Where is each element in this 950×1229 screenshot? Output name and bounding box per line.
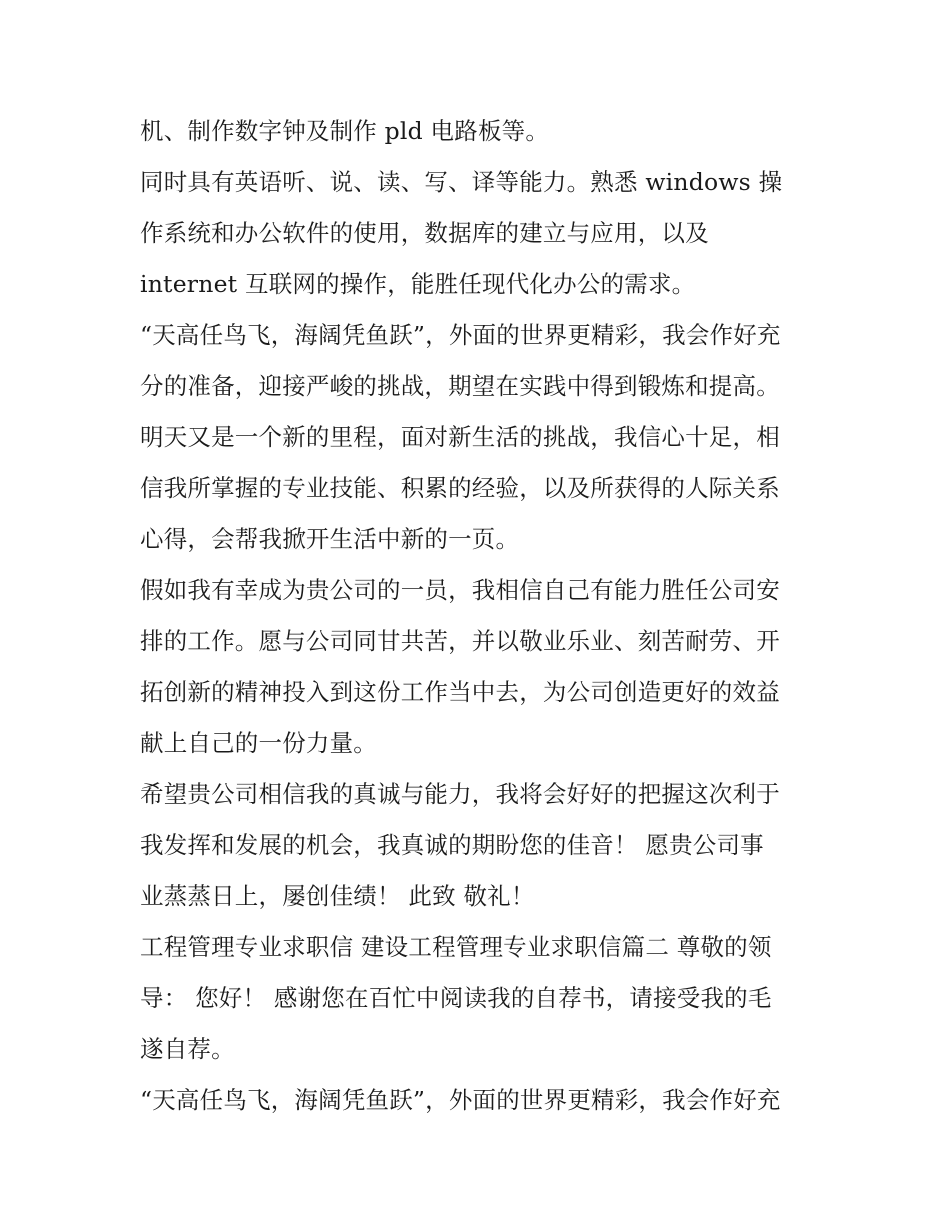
text-line: internet 互联网的操作，能胜任现代化办公的需求。 (140, 270, 696, 298)
text-line: 假如我有幸成为贵公司的一员，我相信自己有能力胜任公司安 (140, 576, 780, 604)
text-line: 希望贵公司相信我的真诚与能力，我将会好好的把握这次利于 (140, 780, 780, 808)
text-line: 业蒸蒸日上，屡创佳绩！ 此致 敬礼！ (140, 882, 535, 910)
text-line: 献上自己的一份力量。 (140, 729, 377, 757)
text-line: 同时具有英语听、说、读、写、译等能力。熟悉 windows 操 (140, 168, 783, 196)
text-line: 作系统和办公软件的使用，数据库的建立与应用，以及 (140, 219, 709, 247)
text-line: 我发挥和发展的机会，我真诚的期盼您的佳音！ 愿贵公司事 (140, 831, 764, 859)
text-line: 信我所掌握的专业技能、积累的经验，以及所获得的人际关系 (140, 474, 780, 502)
text-line: 排的工作。愿与公司同甘共苦，并以敬业乐业、刻苦耐劳、开 (140, 627, 780, 655)
text-line: “天高任鸟飞，海阔凭鱼跃”，外面的世界更精彩，我会作好充 (140, 1086, 781, 1114)
text-line: 导： 您好！ 感谢您在百忙中阅读我的自荐书，请接受我的毛 (140, 984, 772, 1012)
text-line: 分的准备，迎接严峻的挑战，期望在实践中得到锻炼和提高。 (140, 372, 780, 400)
text-line: 心得，会帮我掀开生活中新的一页。 (140, 525, 520, 553)
text-line: 机、制作数字钟及制作 pld 电路板等。 (140, 117, 550, 145)
text-line: 拓创新的精神投入到这份工作当中去，为公司创造更好的效益 (140, 678, 780, 706)
text-line: 工程管理专业求职信 建设工程管理专业求职信篇二 尊敬的领 (140, 933, 772, 961)
text-line: 遂自荐。 (140, 1035, 235, 1063)
text-line: 明天又是一个新的里程，面对新生活的挑战，我信心十足，相 (140, 423, 780, 451)
text-line: “天高任鸟飞，海阔凭鱼跃”，外面的世界更精彩，我会作好充 (140, 321, 781, 349)
document-body (140, 106, 820, 1126)
